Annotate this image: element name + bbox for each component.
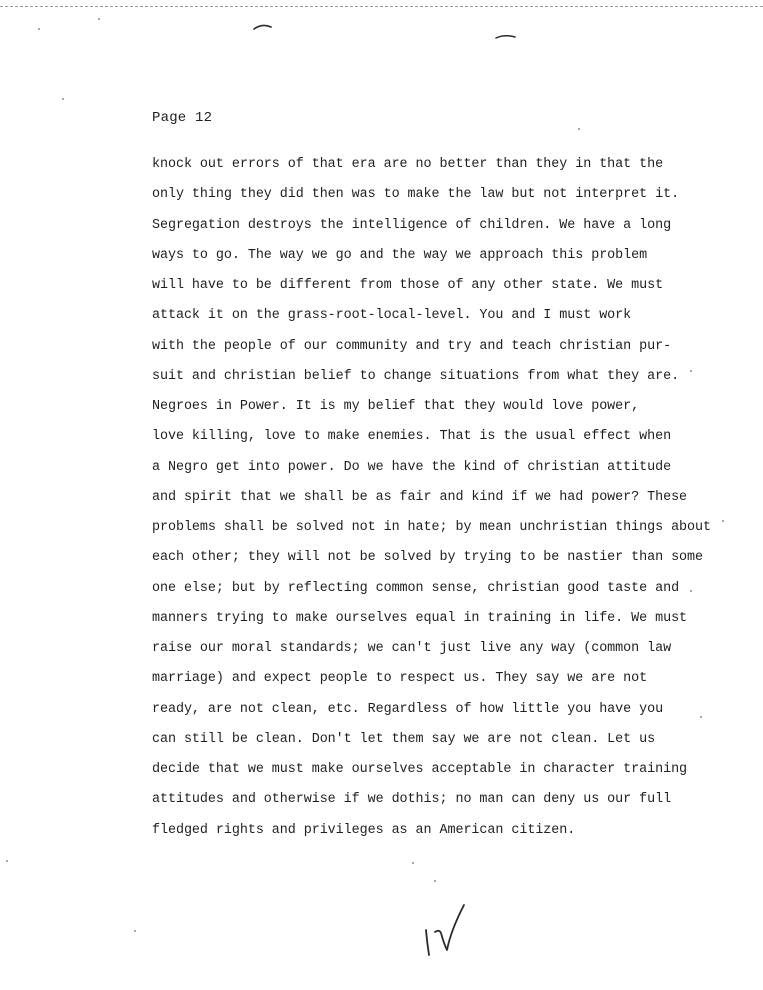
paper-speck: [700, 716, 702, 718]
text-line: can still be clean. Don't let them say we are not clean. Let us: [152, 731, 656, 747]
text-line: Negroes in Power. It is my belief that they would love power,: [152, 399, 640, 414]
paper-speck: [412, 862, 414, 864]
text-line: ways to go. The way we go and the way we approach this problem: [152, 247, 648, 263]
text-line: problems shall be solved not in hate; by mean unchristian things about: [152, 520, 711, 535]
page-number: Page 12: [152, 110, 213, 126]
text-line: and spirit that we shall be as fair and kind if we had power? These: [152, 489, 688, 505]
text-line: will have to be different from those of any other state. We must: [152, 278, 664, 293]
text-line: Segregation destroys the intelligence of children. We have a long: [152, 217, 672, 233]
check-mark-icon: [420, 900, 468, 960]
pencil-dash-mark: [252, 22, 274, 32]
paper-speck: [38, 28, 40, 30]
text-line: attack it on the grass-root-local-level. You and I must work: [152, 308, 632, 324]
text-line: decide that we must make ourselves acceptable in character training: [152, 762, 688, 777]
text-line: only thing they did then was to make the law but not interpret it.: [152, 187, 680, 203]
document-body: [152, 154, 712, 850]
paper-speck: [434, 880, 436, 882]
page-top-edge: [0, 6, 763, 7]
text-line: one else; but by reflecting common sense, christian good taste and: [152, 580, 680, 596]
paper-speck: [134, 930, 136, 932]
paper-speck: [578, 128, 580, 130]
paper-speck: [62, 98, 64, 100]
text-line: love killing, love to make enemies. That is the usual effect when: [152, 429, 672, 445]
text-line: ready, are not clean, etc. Regardless of how little you have you: [152, 701, 664, 717]
text-line: with the people of our community and try and teach christian pur-: [152, 338, 672, 354]
paper-speck: [722, 520, 724, 522]
text-line: a Negro get into power. Do we have the kind of christian attitude: [152, 459, 672, 475]
text-line: knock out errors of that era are no better than they in that the: [152, 157, 664, 172]
paper-speck: [690, 590, 692, 592]
paper-speck: [98, 18, 100, 20]
text-line: suit and christian belief to change situations from what they are.: [152, 368, 680, 384]
text-line: each other; they will not be solved by trying to be nastier than some: [152, 550, 704, 566]
text-line: raise our moral standards; we can't just live any way (common law: [152, 641, 672, 656]
pencil-dash-mark: [494, 32, 518, 42]
text-line: manners trying to make ourselves equal in training in life. We must: [152, 610, 688, 626]
text-line: attitudes and otherwise if we dothis; no man can deny us our full: [152, 792, 672, 808]
paper-speck: [690, 370, 692, 372]
text-line: fledged rights and privileges as an American citizen.: [152, 822, 576, 838]
text-line: marriage) and expect people to respect us. They say we are not: [152, 671, 648, 687]
paper-speck: [6, 860, 8, 862]
